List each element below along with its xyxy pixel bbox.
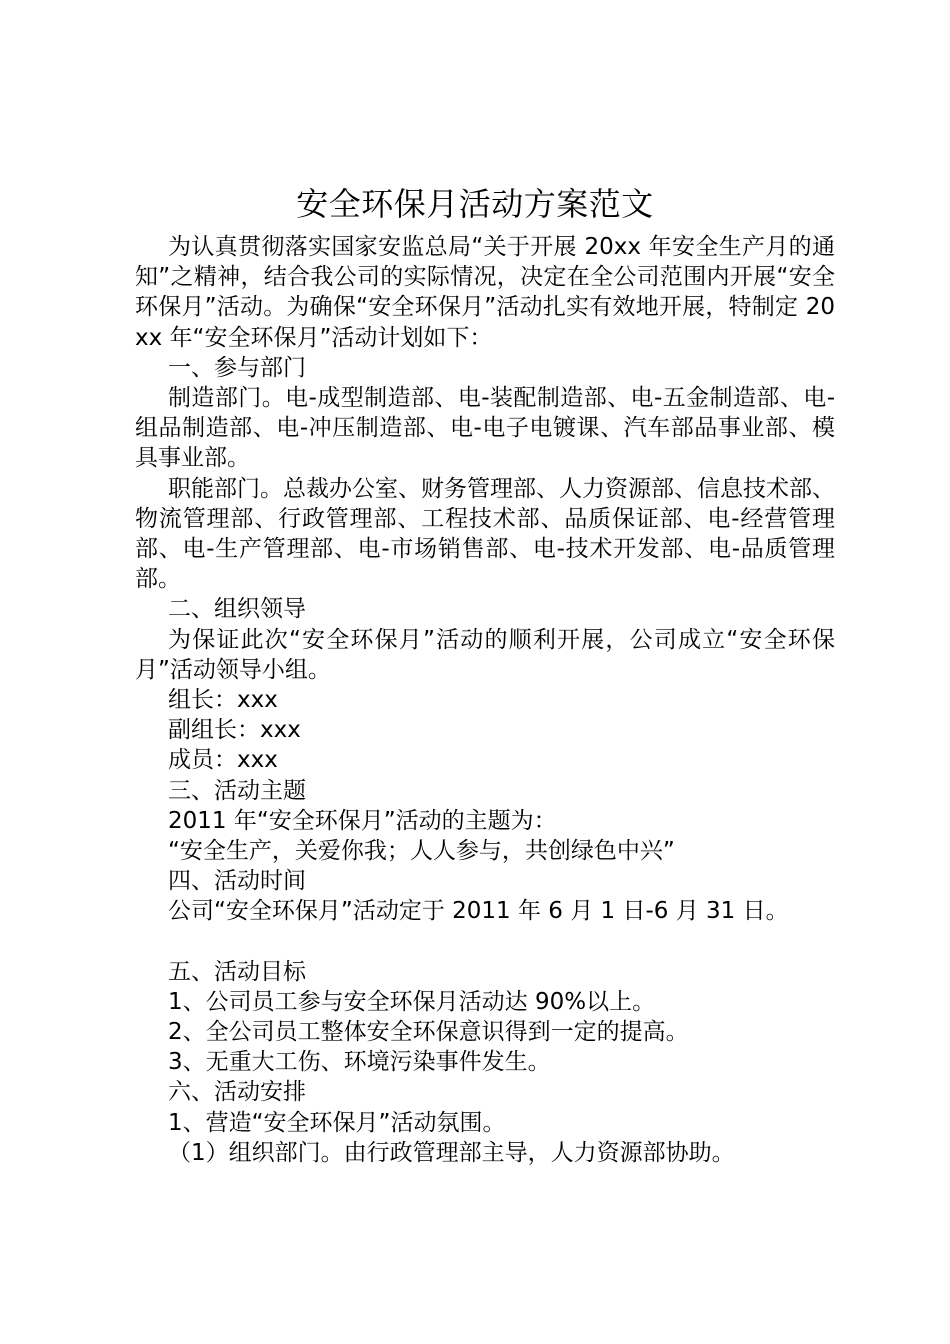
deputy-leader-line: 副组长：xxx: [168, 717, 301, 744]
theme-intro-line: 2011 年“安全环保月”活动的主题为：: [168, 807, 557, 834]
section-heading-arrangement: 六、活动安排: [168, 1079, 306, 1106]
activity-time-line: 公司“安全环保月”活动定于 2011 年 6 月 1 日-6 月 31 日。: [168, 898, 789, 925]
members-line: 成员：xxx: [168, 747, 278, 774]
arrangement-item-1: 1、营造“安全环保月”活动氛围。: [168, 1109, 506, 1136]
section-heading-departments: 一、参与部门: [168, 354, 306, 381]
arrangement-subitem-1: （1）组织部门。由行政管理部主导，人力资源部协助。: [168, 1139, 735, 1166]
section-heading-time: 四、活动时间: [168, 868, 306, 895]
team-leader-line: 组长：xxx: [168, 687, 278, 714]
section-heading-leadership: 二、组织领导: [168, 596, 306, 623]
goal-item-1: 1、公司员工参与安全环保月活动达 90%以上。: [168, 988, 656, 1015]
intro-paragraph: 为认真贯彻落实国家安监总局“关于开展 20xx 年安全生产月的通知”之精神，结合我公司的实际情况，决定在全公司范围内开展“安全环保月”活动。为确保“安全环保月”活动扎实有效地开展，特制定 20xx 年“安全环保月”活动计划如下：: [135, 234, 835, 351]
section-heading-goals: 五、活动目标: [168, 958, 306, 985]
document-body: [135, 232, 835, 1168]
functional-departments-paragraph: 职能部门。总裁办公室、财务管理部、人力资源部、信息技术部、物流管理部、行政管理部、工程技术部、品质保证部、电-经营管理部、电-生产管理部、电-市场销售部、电-技术开发部、电-品质管理部。: [135, 475, 835, 593]
goal-item-3: 3、无重大工伤、环境污染事件发生。: [168, 1049, 551, 1076]
document-title: 安全环保月活动方案范文: [296, 185, 654, 223]
theme-slogan-line: “安全生产，关爱你我；人人参与，共创绿色中兴”: [168, 838, 675, 865]
leadership-paragraph: 为保证此次“安全环保月”活动的顺利开展，公司成立“安全环保月”活动领导小组。: [135, 626, 835, 683]
goal-item-2: 2、全公司员工整体安全环保意识得到一定的提高。: [168, 1019, 689, 1046]
section-heading-theme: 三、活动主题: [168, 777, 306, 804]
manufacturing-departments-paragraph: 制造部门。电-成型制造部、电-装配制造部、电-五金制造部、电-组品制造部、电-冲压制造部、电-电子电镀课、汽车部品事业部、模具事业部。: [135, 385, 835, 472]
